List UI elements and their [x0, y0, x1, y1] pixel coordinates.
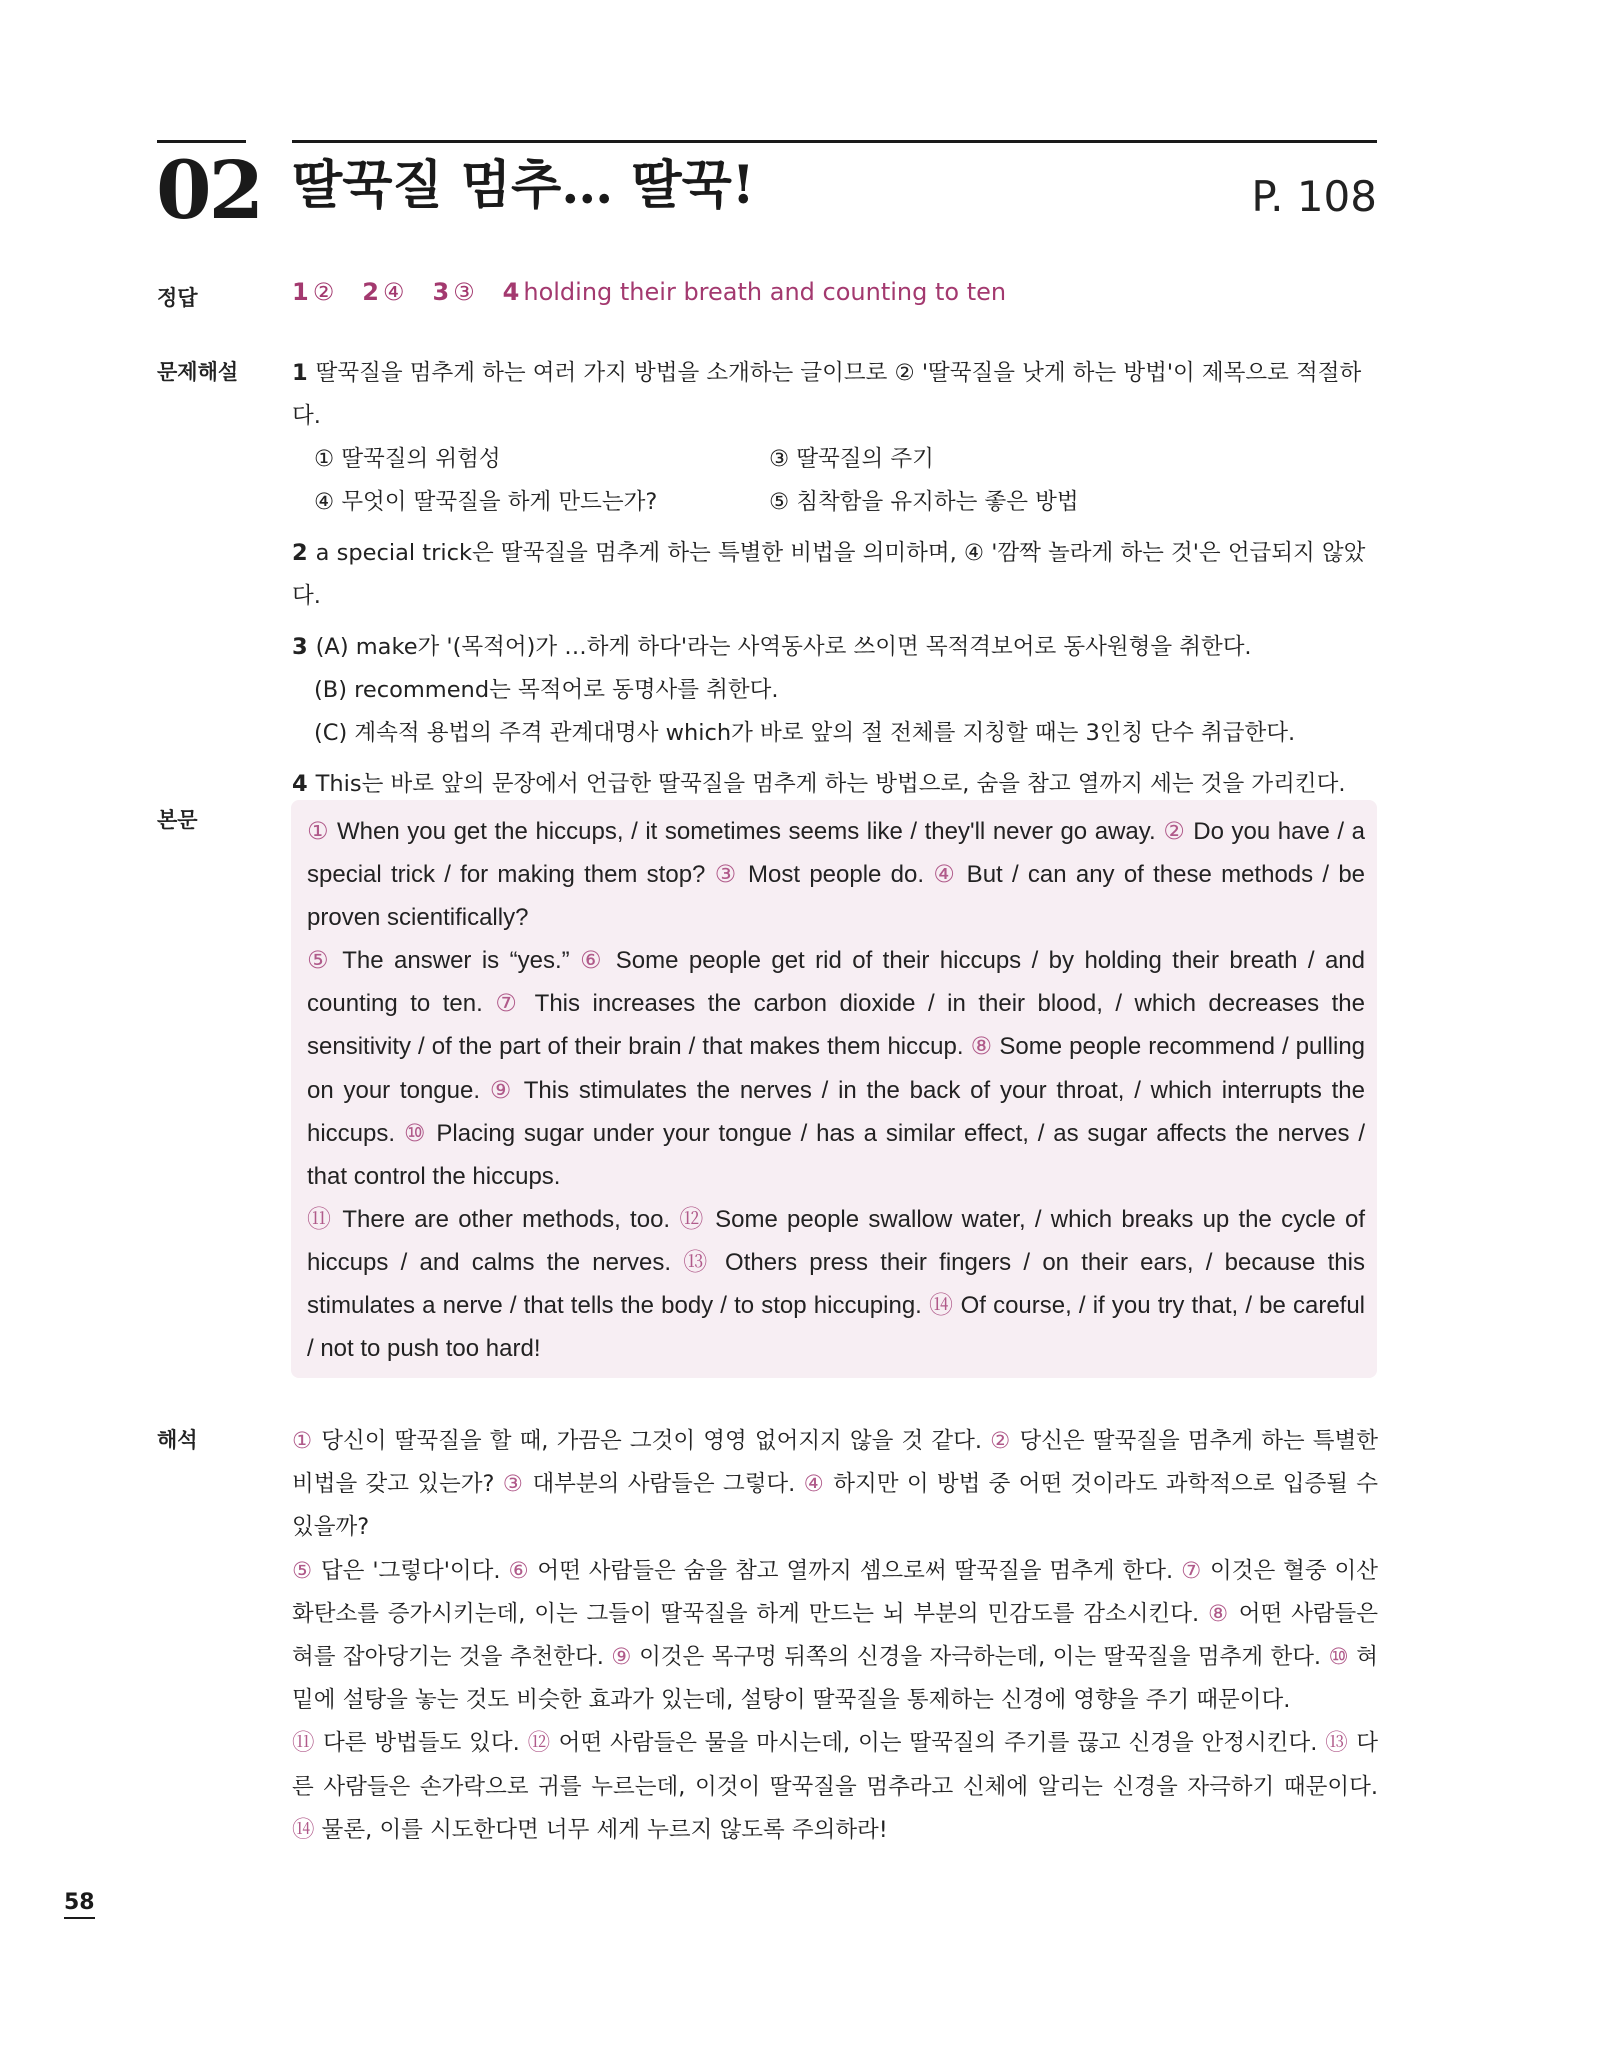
answer-1: 1 ② — [292, 278, 335, 306]
sentence-number: ⑫ — [679, 1205, 706, 1233]
paragraph — [307, 939, 1365, 1198]
translation-text — [292, 1420, 1378, 1852]
sentence-number: ⑥ — [580, 947, 606, 975]
sentence-number: ② — [1163, 818, 1186, 845]
sentence-number: ⑤ — [292, 1557, 313, 1584]
lesson-title: 딸꾹질 멈추… 딸꾹! — [292, 155, 755, 216]
sentence: Some people get rid of their hiccups / by holding their breath / and counting to ten. — [307, 947, 1366, 1018]
sentence: 당신은 딸꾹질을 멈추게 하는 특별한 비법을 갖고 있는가? — [292, 1428, 1378, 1498]
explanation-q3: 3 (A) make가 '(목적어)가 …하게 하다'라는 사역동사로 쓰이면 목적격보어로 동사원형을 취한다. (B) recommend는 목적어로 동명사를 취한다. (C) 계속적 용법의 주격 관계대명사 which가 바로 앞의 절 전체를 지칭할 때는 3인칭 단수 취급한다. — [292, 634, 1296, 746]
sentence-number: ⑧ — [1207, 1600, 1230, 1627]
sentence-number: ⑦ — [1181, 1557, 1203, 1584]
sentence-number: ⑥ — [508, 1557, 530, 1584]
answer-4: 4 holding their breath and counting to ten — [502, 278, 1007, 306]
sentence: 대부분의 사람들은 그렇다. — [524, 1471, 804, 1498]
paragraph — [292, 1420, 1378, 1550]
sentence-number: ⑭ — [292, 1816, 315, 1843]
option: ① 딸꾹질의 위험성 — [314, 446, 501, 472]
option: ④ 무엇이 딸꾹질을 하게 만드는가? — [314, 489, 658, 515]
sentence: 당신이 딸꾹질을 할 때, 가끔은 그것이 영영 없어지지 않을 것 같다. — [313, 1428, 991, 1454]
sentence: Some people swallow water, / which breaks up the cycle of hiccups / and calms the nerves. — [307, 1205, 1366, 1276]
sentence: 다른 사람들은 손가락으로 귀를 누르는데, 이것이 딸꾹질을 멈추라고 신체에 알리는 신경을 자극하기 때문이다. — [292, 1730, 1378, 1800]
sentence: 어떤 사람들은 혀를 잡아당기는 것을 추천한다. — [292, 1600, 1379, 1671]
answer-list — [292, 278, 1006, 306]
paragraph — [292, 1722, 1378, 1852]
paragraph — [292, 1550, 1378, 1723]
sentence-number: ⑤ — [307, 947, 333, 975]
explanation-q1: 1 딸꾹질을 멈추게 하는 여러 가지 방법을 소개하는 글이므로 ② '딸꾹질을 낫게 하는 방법'이 제목으로 적절하다. ① 딸꾹질의 위험성 ③ 딸꾹질의 주기 ④ 무엇이 딸꾹질을 하게 만드는가? ⑤ 침착함을 유지하는 좋은 방법 — [292, 352, 1382, 524]
sentence-number: ⑫ — [527, 1730, 551, 1757]
header-rule-right — [292, 140, 1377, 143]
sentence-number: ⑭ — [928, 1292, 954, 1320]
sentence: 이것은 목구멍 뒤쪽의 신경을 자극하는데, 이는 딸꾹질을 멈추게 한다. — [631, 1644, 1329, 1671]
answer-3: 3 ③ — [432, 278, 475, 306]
page-reference: P. 108 — [1251, 172, 1377, 221]
sentence-number: ⑬ — [1325, 1730, 1349, 1757]
sentence: Of course, / if you try that, / be careful / not to push too hard! — [307, 1292, 1366, 1363]
explanation-section — [292, 352, 1382, 814]
passage-text — [307, 810, 1365, 1370]
explanation-q2: 2 a special trick은 딸꾹질을 멈추게 하는 특별한 비법을 의미하며, ④ '깜짝 놀라게 하는 것'은 언급되지 않았다. — [292, 540, 1366, 609]
label-answer: 정답 — [157, 286, 198, 310]
sentence-number: ⑧ — [970, 1033, 993, 1061]
sentence-number: ⑪ — [307, 1205, 334, 1233]
answer-2: 2 ④ — [362, 278, 405, 306]
sentence: 하지만 이 방법 중 어떤 것이라도 과학적으로 입증될 수 있을까? — [292, 1471, 1379, 1541]
sentence-number: ⑦ — [495, 990, 523, 1018]
sentence-number: ③ — [714, 861, 739, 889]
sentence-number: ② — [990, 1428, 1012, 1454]
sentence-number: ④ — [933, 861, 958, 889]
sentence-number: ⑨ — [611, 1644, 632, 1671]
sentence: 어떤 사람들은 숨을 참고 열까지 셈으로써 딸꾹질을 멈추게 한다. — [529, 1557, 1182, 1584]
sentence: Do you have / a special trick / for making them stop? — [307, 818, 1366, 889]
lesson-number: 02 — [156, 143, 262, 237]
sentence-number: ⑩ — [403, 1119, 428, 1147]
sentence: This increases the carbon dioxide / in their blood, / which decreases the sensitivity / of the part of their brain / that makes them hiccup. — [307, 990, 1365, 1061]
sentence: There are other methods, too. — [333, 1205, 680, 1233]
option: ⑤ 침착함을 유지하는 좋은 방법 — [769, 489, 1079, 515]
option: ③ 딸꾹질의 주기 — [769, 446, 934, 472]
explanation-q4: 4 This는 바로 앞의 문장에서 언급한 딸꾹질을 멈추게 하는 방법으로, 숨을 참고 열까지 세는 것을 가리킨다. — [292, 771, 1346, 797]
sentence: Some people recommend / pulling on your tongue. — [307, 1033, 1366, 1104]
page-number: 58 — [64, 1890, 95, 1919]
sentence-number: ④ — [803, 1471, 825, 1498]
sentence-number: ① — [307, 818, 330, 845]
sentence-number: ⑪ — [292, 1730, 316, 1757]
sentence: Most people do. — [738, 861, 934, 889]
sentence-number: ⑨ — [489, 1076, 515, 1104]
sentence: But / can any of these methods / be proven scientifically? — [307, 861, 1366, 932]
paragraph — [307, 810, 1365, 939]
sentence: 어떤 사람들은 물을 마시는데, 이는 딸꾹질의 주기를 끊고 신경을 안정시킨다. — [550, 1730, 1326, 1757]
sentence-number: ① — [292, 1428, 314, 1454]
sentence: 혀 밑에 설탕을 놓는 것도 비슷한 효과가 있는데, 설탕이 딸꾹질을 통제하는 신경에 영향을 주기 때문이다. — [292, 1644, 1379, 1714]
sentence: 답은 '그렇다'이다. — [312, 1557, 509, 1584]
sentence: When you get the hiccups, / it sometimes seems like / they'll never go away. — [329, 818, 1164, 845]
sentence: Others press their fingers / on their ears, / because this stimulates a nerve / that tells the body / to stop hiccuping. — [307, 1248, 1365, 1320]
label-explanation: 문제해설 — [157, 360, 239, 384]
sentence: Placing sugar under your tongue / has a similar effect, / as sugar affects the nerves / that control the hiccups. — [307, 1119, 1366, 1190]
sentence: This stimulates the nerves / in the back of your throat, / which interrupts the hiccups. — [307, 1076, 1365, 1147]
label-translation: 해석 — [157, 1428, 198, 1452]
paragraph — [307, 1198, 1365, 1370]
label-passage: 본문 — [157, 808, 198, 832]
sentence-number: ③ — [502, 1471, 525, 1498]
sentence: 물론, 이를 시도한다면 너무 세게 누르지 않도록 주의하라! — [314, 1816, 888, 1843]
sentence: 이것은 혈중 이산화탄소를 증가시키는데, 이는 그들이 딸꾹질을 하게 만드는 뇌 부분의 민감도를 감소시킨다. — [292, 1557, 1379, 1627]
sentence-number: ⑩ — [1328, 1644, 1349, 1671]
sentence-number: ⑬ — [683, 1248, 713, 1276]
sentence: The answer is “yes.” — [332, 947, 581, 975]
sentence: 다른 방법들도 있다. — [315, 1730, 528, 1757]
